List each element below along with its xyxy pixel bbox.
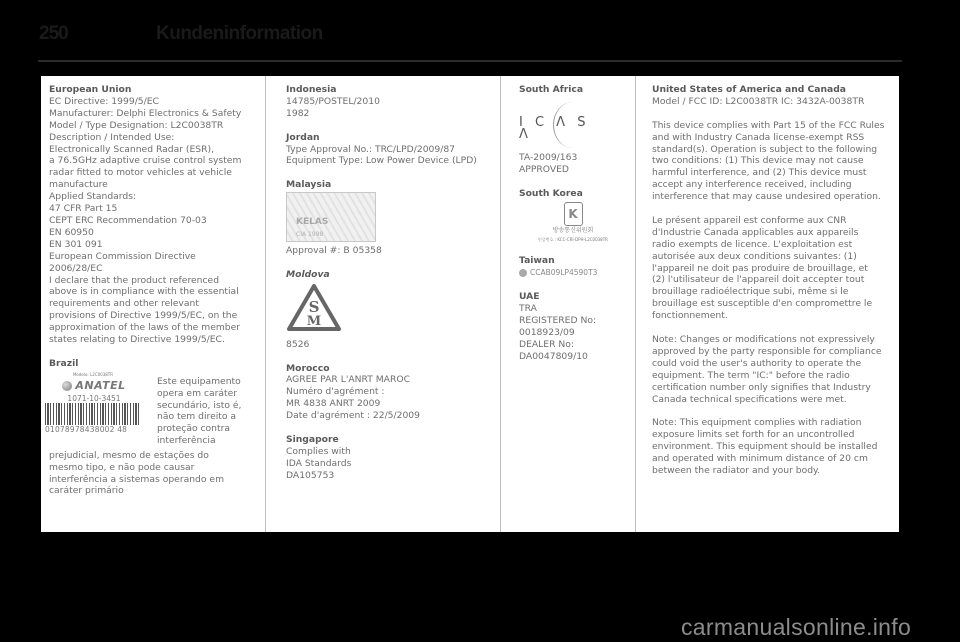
- text-line: IDA Standards: [286, 457, 352, 469]
- text-line: exposure limits set forth for an uncontrolled: [652, 429, 855, 441]
- text-line: states relating to Directive 1999/5/EC.: [49, 334, 225, 346]
- column-asia-africa: [265, 76, 500, 532]
- section-title: Jordan: [286, 131, 320, 143]
- section-european-union: [49, 84, 265, 346]
- text-line: radar fitted to motor vehicles at vehicle: [49, 167, 232, 179]
- text-line: Numéro d'agrément :: [286, 386, 385, 398]
- anatel-code: 1071-10-3451: [67, 393, 121, 403]
- paragraph-canada-french: [652, 215, 899, 322]
- text-line: fonctionnement.: [652, 310, 728, 322]
- malaysia-sirim-label: [286, 192, 376, 242]
- text-line: 0018923/09: [519, 326, 575, 338]
- barcode-number: 01078978438002 48: [45, 424, 128, 434]
- column-eu-brazil: [41, 76, 265, 532]
- text-line: Este equipamento: [157, 375, 241, 387]
- text-line: l'appareil ne doit pas produire de brouillage, et: [652, 262, 868, 274]
- text-line: European Commission Directive: [49, 250, 196, 262]
- text-line: a 76.5GHz adaptive cruise control system: [49, 155, 242, 167]
- kc-agency: 방송통신위원회: [552, 226, 594, 234]
- text-line: brouillage est susceptible d'en compromettre le: [652, 298, 873, 310]
- text-line: não tem direito a: [157, 411, 237, 423]
- text-line: proteção contra: [157, 423, 231, 435]
- text-line: DEALER No:: [519, 338, 574, 350]
- text-line: Note: This equipment complies with radiation: [652, 417, 862, 429]
- text-line: Approval #: B 05358: [286, 245, 382, 257]
- text-line: radio exempts de licence. L'exploitation est: [652, 238, 853, 250]
- text-line: environment. This equipment should be installed: [652, 441, 878, 453]
- text-line: AGREE PAR L'ANRT MAROC: [286, 374, 410, 386]
- text-line: standard(s). Operation is subject to the following: [652, 143, 878, 155]
- text-line: and with Industry Canada license-exempt RSS: [652, 131, 865, 143]
- svg-text:S: S: [308, 297, 320, 316]
- text-line: Date d'agrément : 22/5/2009: [286, 410, 420, 422]
- column-usa-canada: [635, 76, 899, 532]
- text-line: Complies with: [286, 445, 351, 457]
- text-line: 2006/28/EC: [49, 262, 103, 274]
- section-title: Singapore: [286, 433, 339, 445]
- section-brazil: [45, 357, 265, 498]
- watermark-link[interactable]: carmanualsonline.info: [681, 614, 912, 640]
- text-line: approximation of the laws of the member: [49, 322, 241, 334]
- anatel-model: Modelo: L2C0038TR: [72, 371, 114, 377]
- text-line: Electronically Scanned Radar (ESR),: [49, 143, 215, 155]
- text-line: I declare that the product referenced: [49, 274, 220, 286]
- section-title: UAE: [519, 291, 540, 303]
- section-title: South Africa: [519, 84, 584, 95]
- section-south-korea: [519, 188, 635, 244]
- text-line: DA105753: [286, 469, 335, 481]
- text-line: MR 4838 ANRT 2009: [286, 398, 381, 410]
- section-singapore: [286, 434, 500, 482]
- section-indonesia: [286, 84, 500, 120]
- text-line: APPROVED: [519, 163, 569, 175]
- text-line: DA0047809/10: [519, 350, 588, 362]
- paragraph-modifications-note: [652, 334, 899, 405]
- section-title: European Union: [49, 84, 132, 95]
- fcc-id-line: Model / FCC ID: L2C0038TR IC: 3432A-0038TR: [652, 95, 865, 107]
- text-line: interference that may cause undesired operation.: [652, 191, 881, 203]
- text-line: This device complies with Part 15 of the FCC Rules: [652, 119, 885, 131]
- icasa-logo: [519, 100, 609, 150]
- section-title: Moldova: [286, 268, 330, 280]
- text-line: 1982: [286, 107, 310, 119]
- section-title: Indonesia: [286, 84, 337, 95]
- text-line: Model / Type Designation: L2C0038TR: [49, 119, 224, 131]
- text-line: provisions of Directive 1999/5/EC, on the: [49, 310, 238, 322]
- text-line: and operated with minimum distance of 20 cm: [652, 453, 868, 465]
- text-line: Canada technical specifications were met.: [652, 393, 847, 405]
- text-line: equipment. The term "IC:" before the radio: [652, 369, 850, 381]
- kc-cert-number: 인증번호 : KCC-CRI-DPH-L2C0038TR: [538, 236, 608, 242]
- anatel-certification-label: [45, 371, 147, 450]
- text-line: accept any interference received, including: [652, 179, 852, 191]
- text-line: above is in compliance with the essential: [49, 286, 239, 298]
- text-line: 47 CFR Part 15: [49, 203, 118, 215]
- anatel-brand: ANATEL: [75, 378, 126, 392]
- text-line: two conditions: (1) This device may not cause: [652, 155, 864, 167]
- barcode-icon: [45, 403, 139, 425]
- svg-text:M: M: [306, 313, 322, 329]
- text-line: Type Approval No.: TRC/LPD/2009/87: [286, 143, 456, 155]
- section-morocco: [286, 363, 500, 423]
- section-south-africa: [519, 84, 635, 176]
- text-line: between the radiator and your body.: [652, 464, 821, 476]
- text-line: EN 301 091: [49, 238, 103, 250]
- paragraph-radiation-note: [652, 417, 899, 477]
- section-title: Morocco: [286, 362, 330, 374]
- text-line: opera em caráter: [157, 387, 238, 399]
- section-title: Malaysia: [286, 179, 332, 191]
- paragraph-fcc-compliance: [652, 120, 899, 203]
- text-line: mesmo tipo, e não pode causar: [49, 461, 195, 473]
- text-line: REGISTERED No:: [519, 314, 597, 326]
- text-line: certification number only signifies that Industry: [652, 381, 871, 393]
- text-line: Manufacturer: Delphi Electronics & Safety: [49, 107, 242, 119]
- text-line: manufacture: [49, 179, 108, 191]
- text-line: autorisée aux deux conditions suivantes: (1): [652, 250, 857, 262]
- anatel-logo-icon: [62, 381, 72, 391]
- section-uae: [519, 291, 635, 362]
- text-line: prejudicial, mesmo de estações do: [49, 449, 209, 461]
- section-title: Taiwan: [519, 255, 555, 267]
- text-line: EN 60950: [49, 226, 94, 238]
- text-line: Note: Changes or modifications not expressively: [652, 333, 875, 345]
- text-line: Le présent appareil est conforme aux CNR: [652, 214, 847, 226]
- section-moldova: [286, 269, 500, 351]
- page-number: 250: [39, 23, 68, 44]
- text-line: harmful interference, and (2) This device must: [652, 167, 867, 179]
- section-title: South Korea: [519, 187, 583, 199]
- section-title: Brazil: [49, 357, 79, 369]
- text-line: secundário, isto é,: [157, 399, 242, 411]
- text-line: interferência: [157, 435, 216, 447]
- text-line: Equipment Type: Low Power Device (LPD): [286, 155, 477, 167]
- taiwan-code: CCAB09LP4590T3: [530, 268, 598, 278]
- page-header: [39, 19, 323, 49]
- kc-mark-icon: K: [564, 202, 583, 226]
- text-line: Applied Standards:: [49, 191, 137, 203]
- icasa-text: I C Λ S Λ: [519, 114, 590, 142]
- chapter-title: Kundeninformation: [156, 23, 323, 44]
- kelas-subtext: CIA 1998: [296, 231, 324, 239]
- text-line: Description / Intended Use:: [49, 131, 175, 143]
- section-malaysia: [286, 179, 500, 257]
- text-line: requirements and other relevant: [49, 298, 199, 310]
- header-divider: [38, 60, 902, 62]
- text-line: TA-2009/163: [519, 151, 578, 163]
- text-line: d'Industrie Canada applicables aux appareils: [652, 226, 859, 238]
- text-line: could void the user's authority to operate the: [652, 357, 862, 369]
- text-line: 14785/POSTEL/2010: [286, 95, 380, 107]
- column-africa-asia: [500, 76, 635, 532]
- text-line: caráter primário: [49, 485, 124, 497]
- text-line: (2) l'utilisateur de l'appareil doit accepter tout: [652, 274, 865, 286]
- text-line: approved by the party responsible for compliance: [652, 345, 882, 357]
- text-line: TRA: [519, 303, 537, 315]
- text-line: EC Directive: 1999/5/EC: [49, 95, 159, 107]
- text-line: 8526: [286, 338, 310, 350]
- kelas-text: KELAS: [296, 217, 329, 228]
- section-taiwan: [519, 255, 635, 279]
- section-jordan: [286, 132, 500, 168]
- ncc-logo-icon: [519, 269, 527, 277]
- section-title: United States of America and Canada: [652, 84, 846, 95]
- moldova-sm-triangle-icon: [286, 283, 342, 333]
- text-line: interferência a sistemas operando em: [49, 473, 225, 485]
- regulatory-panel: [41, 76, 899, 532]
- text-line: brouillage radioélectrique subi, même si le: [652, 286, 849, 298]
- text-line: CEPT ERC Recommendation 70-03: [49, 214, 207, 226]
